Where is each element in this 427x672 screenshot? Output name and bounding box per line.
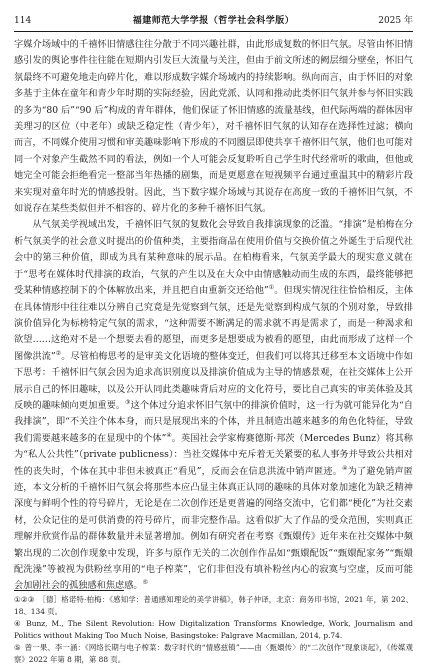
footnote-reference[interactable]: ⑤	[142, 579, 149, 587]
footnote-reference[interactable]: ③	[125, 398, 131, 406]
journal-title: 福建师范大学学报（哲学社会科学版）	[132, 16, 295, 26]
header-rule	[14, 31, 413, 32]
footnote-marks: ①②③	[14, 595, 35, 604]
footnote-reference[interactable]: ④	[166, 431, 172, 439]
footnote-reference[interactable]: ④	[342, 464, 348, 472]
footnote-rule	[14, 590, 124, 591]
paragraph-2	[14, 217, 413, 594]
article-body	[14, 37, 413, 595]
paragraph-2-text-cont: 为了避免销声匿迹，本文分析的千禧怀旧气氛会将那些本应凸显主体真正认同的趣味的具体对象加速化为缺乏精神深度与鲜明个性的符号碎片，无论是在二次创作还是更普遍的网络交流中，它们都“梗化”为社交素材，公众记住的是可供消费的符号碎片，而非完整作品。这看似扩大了作品的受众范围，实则真正理解并欣赏作品的群体数量并未显著增加。例如有研究者在考察《甄嬛传》近年来在社交媒体中频繁出现的二次创作现象中发现，许多与原作无关的二次创作作品如“甄嬛配饭”“甄嬛配家务”“甄嬛配洗澡”等被视为供粉丝享用的“电子榨菜”，它们非但没有填补粉丝内心的寂寞与空虚，反而可能会加剧社会的孤独感和焦虑感。	[14, 465, 413, 592]
running-header	[14, 14, 413, 28]
paragraph-2-text: 从气氛美学视域出发，千禧怀旧气氛的复数化会导致自我排演现象的泛滥。“排演”是柏梅在分析气氛美学的社会意义时提出的价值种类，主要指商品在使用价值与交换价值之外诞生于后现代社会中的第三种价值，即成为具有某种意味的展示品。在柏梅看来，气氛美学最大的现实意义就在于“思考在媒体时代排演的政治，气氛的产生以及在大众中由情感触动而生成的东西，最终能够把受某种情感控制下的个体解放出来，并且把自由重新交还给他”	[14, 219, 413, 297]
footnote-marks: ⑤	[14, 643, 21, 652]
page-number: 114	[14, 16, 32, 26]
paragraph-2-text-cont: 。但现实情况往往恰恰相反，主体在具体情形中往往难以分辨自己究竟是先觉察到气氛，还是先觉察到构成气氛的个别对象，导致排演价值异化为标榜特定气氛的需求，“这种需要不断满足的需求就不再是需求了，而是一种渴求和欲望……这绝对不是一个想要去看的愿望，而更多是想要成为被看的愿望，由此而形成了这样一个图像洪流”	[14, 285, 414, 362]
footnote-reference[interactable]: ②	[55, 349, 62, 357]
footnote-marks: ④	[14, 619, 23, 628]
footnote-item	[14, 618, 413, 642]
footnote-reference[interactable]: ①	[268, 284, 275, 292]
footnotes	[14, 594, 413, 666]
paragraph-2-text-cont: 。英国社会学家梅赛德斯·邦茨（Mercedes Bunz）将其称为“私人公共性”（private publicness）：当社交媒体中充斥着无关紧要的私人事务并导致公共相对性的丧失时，个体在其中非但未被真正“看见”，反而会在信息洪流中销声匿迹。	[14, 432, 413, 477]
paragraph-2-text-cont: 这个体过分追求怀旧气氛中的排演价值时，这一行为就可能异化为“自我排演”，即“不关注个体本身，而只是展现出来的个体，并且制造出越来越多的角色化特征，导致我们需要越来越多的在显现中的个体”	[14, 399, 413, 444]
publication-year: 2025 年	[378, 16, 413, 26]
footnote-item	[14, 642, 413, 666]
footnote-text: 曾一果、李一涵：《网络长期与电子榨菜：数字时代的“情感兹镇”——由〈甄嬛传〉的“二次创作”现象谈起》，《传媒观察》2022 年第 8 期，第 88 页。	[14, 643, 413, 664]
footnote-item	[14, 594, 413, 618]
footnote-text: ［德］格诺特·柏梅：《感知学：普通感知理论的美学讲稿》，韩子仲译，北京：商务印书馆，2021 年，第 202、18、134 页。	[14, 595, 413, 616]
paragraph-1	[14, 37, 413, 217]
footnote-text: Bunz, M., The Silent Revolution: How Digitalization Transforms Knowledge, Work, Journalism and Politics without Making Too Much Noise, Basingstoke: Palgrave Macmillan, 2014, p.74.	[14, 619, 413, 640]
paragraph-1-text: 字媒介场域中的千禧怀旧情感往往分散于不同兴趣社群，由此形成复数的怀旧气氛。尽管由怀旧情感引发的舆论事件往往能在短期内引发巨大流量与关注，但由于前文所述的阙层细分壁垒，怀旧气氛最终不可避免地走向碎片化，难以形成数字媒介场域内的持续影响。纵向而言，由于怀旧的对象多基于主体在童年和青少年时期的实际经验，因此党派、认同和推动此类怀旧气氛并参与怀旧实践的多为“80 后”“90 后”构成的青年群体，他们保证了怀旧情感的流量基线，但代际两端的群体因审美理习的区位（中老年）或缺乏稳定性（青少年），对千禧怀旧气氛的认知存在选择性过滤；横向而言，不同媒介使用习惯和审美趣味影响下形成的不同圈层即使共享千禧怀旧气氛，他们也可能对同一个对象产生截然不同的看法，例如一个人可能会反复聆听自己学生时代经常听的歌曲，但他或她完全可能会拒绝看完一整部当年热播的剧集，而是更愿意在短视频平台通过重温其中的精彩片段来实现对童年时光的情感投射。因此，当下数字媒介场域与其说存在高度一致的千禧怀旧气氛，不如说存在某些类似但并不相容的、碎片化的多种千禧怀旧气氛。	[14, 39, 413, 215]
paragraph-2-text-cont: 。尽管柏梅思考的是审美文化语境的整体变迁，但我们可以将其迁移至本文语境中作如下思考：千禧怀旧气氛会因为追求高识别度以及排演价值成为主导的情感景观，在社交媒体上公开展示自己的怀旧趣味，以及公开认同此类趣味背后对应的文化符号，要比自己真实的审美体验及其反映的趣味倾向更加重要。	[14, 350, 413, 411]
